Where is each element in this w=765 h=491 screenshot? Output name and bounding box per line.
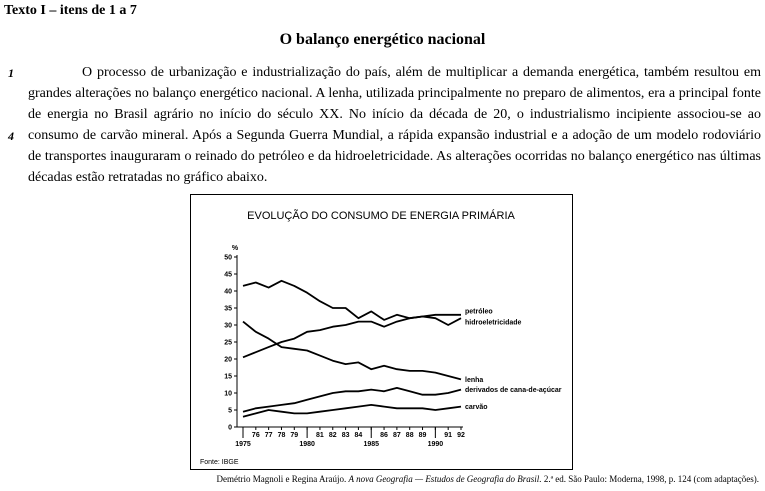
y-tick-label: 25: [224, 339, 232, 347]
series-label-2: lenha: [465, 376, 484, 384]
x-tick-label-minor: 79: [290, 432, 299, 439]
series-line-1: [243, 317, 461, 358]
chart-figure: [190, 194, 573, 470]
chart-source: Fonte: IBGE: [200, 459, 239, 466]
y-tick-label: 50: [224, 254, 232, 262]
x-tick-label-minor: 88: [405, 432, 414, 439]
caption-work: A nova Geografia — Estudos de Geografia do Brasil.: [348, 474, 542, 484]
y-tick-label: 35: [224, 305, 232, 313]
x-tick-label-minor: 76: [251, 432, 260, 439]
x-tick-label-minor: 78: [277, 432, 286, 439]
figure-caption: [217, 474, 759, 484]
chart-title: EVOLUÇÃO DO CONSUMO DE ENERGIA PRIMÁRIA: [247, 210, 515, 222]
caption-authors: Demétrio Magnoli e Regina Araújo.: [216, 474, 347, 484]
line-number-4: 4: [8, 129, 14, 143]
x-tick-label-minor: 92: [457, 432, 465, 439]
y-tick-label: 0: [228, 424, 232, 432]
x-tick-label-minor: 77: [264, 432, 273, 439]
x-tick-label-minor: 83: [341, 432, 350, 439]
section-header: Texto I – itens de 1 a 7: [4, 3, 137, 18]
y-axis-label: %: [231, 245, 239, 252]
x-tick-label-major: 1990: [427, 441, 444, 448]
y-tick-label: 20: [224, 356, 232, 364]
energy-chart: [191, 195, 572, 469]
article-paragraph: O processo de urbanização e industrialização do país, além de multiplicar a demanda energética, também resultou em grandes alterações no balanço energético nacional. A lenha, utilizada principalmente no preparo de alimentos, era a principal fonte de energia no Brasil agrário no início do século XX. No início da década de 20, o industrialismo incipiente associou-se ao consumo de carvão mineral. Após a Segunda Guerra Mundial, a rápida expansão industrial e a adoção de um modelo rodoviário de transportes inauguraram o reinado do petróleo e da hidroeletricidade. As alterações ocorridas no balanço energético nas últimas décadas estão retratadas no gráfico abaixo.: [28, 65, 761, 185]
x-tick-label-minor: 81: [316, 432, 324, 439]
x-tick-label-minor: 82: [328, 432, 337, 439]
y-tick-label: 40: [224, 288, 232, 296]
x-tick-label-minor: 87: [392, 432, 401, 439]
y-tick-label: 5: [228, 407, 232, 415]
chart-series: [243, 281, 461, 417]
series-label-0: petróleo: [465, 308, 493, 316]
series-label-1: hidroeletricidade: [465, 319, 522, 327]
article-title: O balanço energético nacional: [279, 31, 486, 48]
x-tick-label-minor: 86: [380, 432, 388, 439]
x-tick-label-major: 1985: [363, 441, 380, 448]
y-tick-label: 10: [224, 390, 232, 398]
x-tick-label-minor: 84: [354, 432, 363, 439]
x-tick-label-major: 1975: [235, 441, 251, 448]
series-labels: [465, 308, 562, 411]
y-tick-label: 15: [224, 373, 232, 381]
x-tick-label-minor: 89: [418, 432, 427, 439]
series-label-3: derivados de cana-de-açúcar: [465, 387, 562, 395]
series-line-0: [243, 281, 461, 320]
y-tick-label: 30: [224, 322, 232, 330]
caption-details: 2.ª ed. São Paulo: Moderna, 1998, p. 124 (com adaptações).: [543, 474, 759, 484]
series-line-2: [243, 322, 461, 380]
series-label-4: carvão: [465, 404, 488, 412]
x-tick-label-minor: 91: [444, 432, 453, 439]
article-body: [28, 62, 761, 188]
y-tick-label: 45: [224, 271, 232, 279]
line-number-1: 1: [8, 66, 14, 80]
series-line-4: [243, 405, 461, 417]
x-tick-label-major: 1980: [299, 441, 315, 448]
